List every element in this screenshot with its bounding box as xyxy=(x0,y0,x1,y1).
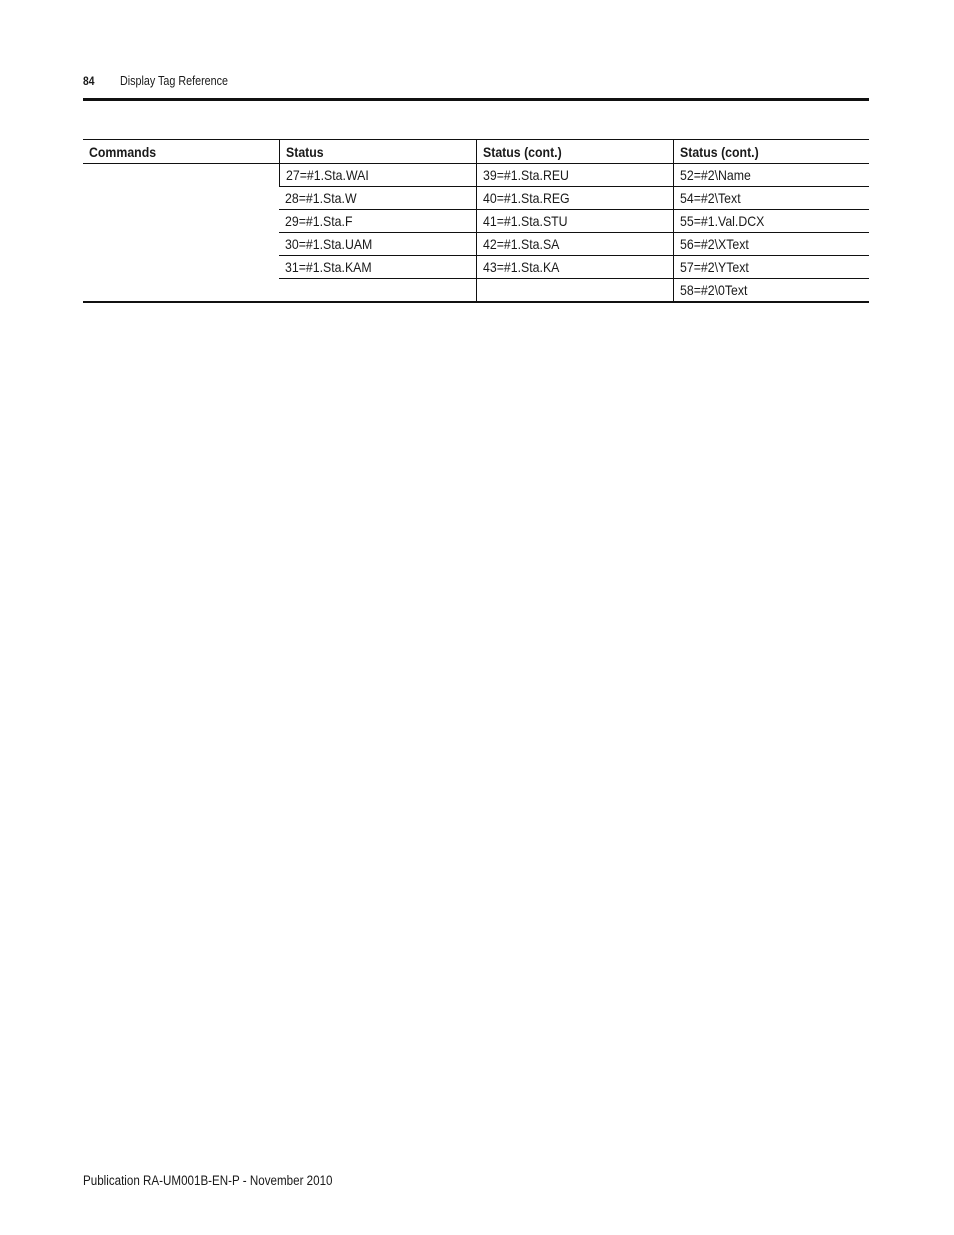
table-cell: 39=#1.Sta.REU xyxy=(476,164,673,187)
table-row xyxy=(83,164,869,187)
page-header xyxy=(83,72,869,101)
table-cell: 40=#1.Sta.REG xyxy=(476,187,673,210)
table-cell: 43=#1.Sta.KA xyxy=(476,256,673,279)
table-cell: 52=#2\Name xyxy=(673,164,869,187)
table-cell: 55=#1.Val.DCX xyxy=(673,210,869,233)
commands-cell xyxy=(83,164,279,303)
display-tag-table xyxy=(83,139,869,303)
table-cell: 57=#2\YText xyxy=(673,256,869,279)
table-cell: 28=#1.Sta.W xyxy=(279,187,476,210)
table-cell: 58=#2\0Text xyxy=(673,279,869,303)
table-cell xyxy=(279,279,476,303)
table-cell xyxy=(476,279,673,303)
table-cell: 29=#1.Sta.F xyxy=(279,210,476,233)
table-header-row xyxy=(83,140,869,164)
column-header-status: Status xyxy=(279,140,476,164)
column-header-status-cont-2: Status (cont.) xyxy=(673,140,869,164)
publication-footer: Publication RA-UM001B-EN-P - November 2010 xyxy=(83,1173,333,1188)
column-header-commands: Commands xyxy=(83,140,279,164)
table-cell: 56=#2\XText xyxy=(673,233,869,256)
table-cell: 31=#1.Sta.KAM xyxy=(279,256,476,279)
running-title: Display Tag Reference xyxy=(120,74,228,88)
table-cell: 27=#1.Sta.WAI xyxy=(279,164,476,187)
page-number: 84 xyxy=(83,74,95,88)
table-cell: 54=#2\Text xyxy=(673,187,869,210)
table-cell: 42=#1.Sta.SA xyxy=(476,233,673,256)
column-header-status-cont: Status (cont.) xyxy=(476,140,673,164)
table-cell: 41=#1.Sta.STU xyxy=(476,210,673,233)
table-cell: 30=#1.Sta.UAM xyxy=(279,233,476,256)
